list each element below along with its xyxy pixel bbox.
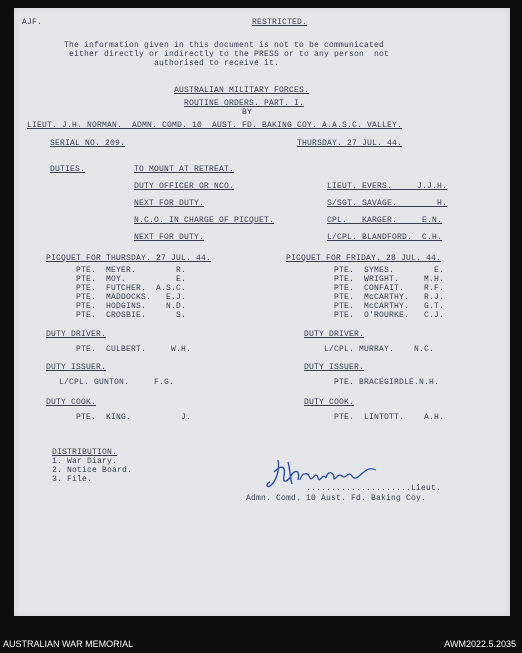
duty-cook-name: PTE. KING. J. xyxy=(76,413,192,422)
distribution-item: 1. War Diary. xyxy=(52,457,118,466)
duty-cook-heading: DUTY COOK. xyxy=(46,398,97,407)
notice-line-1: The information given in this document is not to be communicated xyxy=(64,41,385,50)
commander-line: LIEUT. J.H. NORMAN. ADMN. COMD. 10 AUST. FD. BAKING COY. A.A.S.C. VALLEY. xyxy=(27,121,403,130)
duty-issuer-name: PTE. BRACEGIRDLE.N.H. xyxy=(334,378,440,387)
picquet-member: PTE. SYMES. E. xyxy=(334,266,445,275)
serial-number: SERIAL NO. 209. xyxy=(50,139,126,148)
footer-institution: AUSTRALIAN WAR MEMORIAL xyxy=(3,639,134,649)
duty-issuer-heading: DUTY ISSUER. xyxy=(46,363,107,372)
duty-driver-name: L/CPL. MURRAY. N.C. xyxy=(324,345,435,354)
distribution-item: 3. File. xyxy=(52,475,93,484)
picquet-member: PTE. McCARTHY. R.J. xyxy=(334,293,445,302)
duty-issuer-name: L/CPL. GUNTON. F.G. xyxy=(59,378,175,387)
duty-row-value: S/SGT. SAVAGE. H. xyxy=(327,199,448,208)
notice-line-3: authorised to receive it. xyxy=(154,59,280,68)
picquet-member: PTE. HODGINS. N.D. xyxy=(76,302,187,311)
duty-row-value: CPL. KARGER. E.N. xyxy=(327,216,443,225)
orders-heading: ROUTINE ORDERS. PART. I. xyxy=(184,99,305,108)
duty-row-value: LIEUT. EVERS. J.J.H. xyxy=(327,182,448,191)
archive-footer xyxy=(0,623,522,653)
duty-row-label: NEXT FOR DUTY. xyxy=(134,199,205,208)
picquet-member: PTE. MADDOCKS. E.J. xyxy=(76,293,187,302)
duty-driver-name: PTE. CULBERT. W.H. xyxy=(76,345,192,354)
picquet-member: PTE. WRIGHT. M.H. xyxy=(334,275,445,284)
duty-driver-heading: DUTY DRIVER. xyxy=(304,330,365,339)
duty-cook-heading: DUTY COOK. xyxy=(304,398,355,407)
picquet-left-heading: PICQUET FOR THURSDAY. 27 JUL. 44. xyxy=(46,254,212,263)
duty-row-label: N.C.O. IN CHARGE OF PICQUET. xyxy=(134,216,275,225)
picquet-member: PTE. McCARTHY. G.T. xyxy=(334,302,445,311)
duty-cook-name: PTE. LINTOTT. A.H. xyxy=(334,413,445,422)
duty-row-label: NEXT FOR DUTY. xyxy=(134,233,205,242)
order-date: THURSDAY. 27 JUL. 44. xyxy=(297,139,403,148)
duties-heading: DUTIES. xyxy=(50,165,86,174)
notice-line-2: either directly or indirectly to the PRESS or to any person not xyxy=(69,50,390,59)
signature-rank: .....................Lieut. xyxy=(306,484,442,493)
duty-row-label: TO MOUNT AT RETREAT. xyxy=(134,165,235,174)
picquet-member: PTE. CROSBIE. S. xyxy=(76,311,187,320)
document-ref: AJF. xyxy=(22,18,43,27)
picquet-member: PTE. CONFAIT. R.F. xyxy=(334,284,445,293)
by-label: BY xyxy=(242,108,253,117)
document-page xyxy=(14,8,510,616)
duty-issuer-heading: DUTY ISSUER. xyxy=(304,363,365,372)
picquet-member: PTE. FUTCHER. A.S.C. xyxy=(76,284,187,293)
duty-row-value: L/CPL. BLANDFORD. C.H. xyxy=(327,233,443,242)
distribution-item: 2. Notice Board. xyxy=(52,466,133,475)
force-heading: AUSTRALIAN MILITARY FORCES. xyxy=(174,86,310,95)
signature-unit: Admn. Comd. 10 Aust. Fd. Baking Coy. xyxy=(246,494,427,503)
picquet-member: PTE. MEYER. R. xyxy=(76,266,187,275)
picquet-member: PTE. O'ROURKE. C.J. xyxy=(334,311,445,320)
restricted-heading: RESTRICTED. xyxy=(252,18,308,27)
picquet-member: PTE. MOY. E. xyxy=(76,275,187,284)
duty-row-label: DUTY OFFICER OR NCO. xyxy=(134,182,235,191)
picquet-right-heading: PICQUET FOR FRIDAY. 28 JUL. 44. xyxy=(286,254,442,263)
distribution-heading: DISTRIBUTION. xyxy=(52,448,118,457)
duty-driver-heading: DUTY DRIVER. xyxy=(46,330,107,339)
footer-accession-number: AWM2022.5.2035 xyxy=(444,639,516,649)
